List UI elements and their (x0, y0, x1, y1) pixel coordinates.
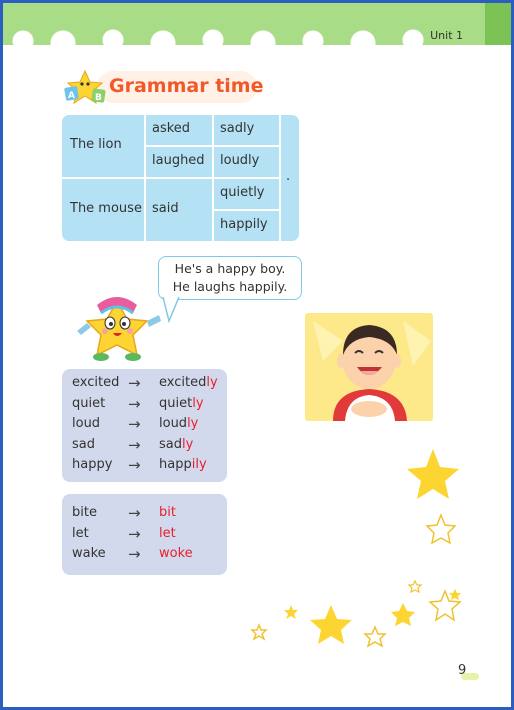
star-mascot-icon (75, 293, 165, 363)
arrow-icon: → (128, 456, 141, 474)
bubble-line: He's a happy boy. (174, 261, 286, 276)
header-tab (485, 3, 511, 45)
page-number: 9 (458, 663, 467, 678)
stars-decoration (243, 443, 473, 653)
arrow-icon: → (128, 415, 141, 433)
page-title: Grammar time (109, 75, 264, 97)
svg-text:A: A (68, 91, 75, 101)
arrow-icon: → (128, 374, 141, 392)
bubble-line: He laughs happily. (172, 279, 288, 294)
table-verb: said (152, 201, 179, 216)
arrow-icon: → (128, 504, 141, 522)
table-adverb: sadly (220, 121, 255, 136)
speech-bubble (158, 256, 302, 300)
table-verb: laughed (152, 153, 205, 168)
arrow-icon: → (128, 436, 141, 454)
table-adverb: happily (220, 217, 268, 232)
arrow-icon: → (128, 545, 141, 563)
past-tense-box: bite → bit let → let wake → woke (62, 494, 227, 575)
table-adverb: loudly (220, 153, 260, 168)
arrow-icon: → (128, 395, 141, 413)
unit-label: Unit 1 (430, 29, 463, 42)
grammar-table (62, 115, 299, 241)
table-adverb: quietly (220, 185, 265, 200)
section-title (63, 69, 264, 107)
happy-boy-illustration (303, 311, 437, 425)
svg-text:B: B (95, 93, 102, 103)
arrow-icon: → (128, 525, 141, 543)
table-subject: The mouse (70, 201, 142, 216)
table-end-mark: . (286, 169, 291, 184)
adverb-formation-box: excited → excitedly quiet → quietly loud → loudly sad → sadly happy → happily (62, 369, 227, 482)
table-subject: The lion (70, 137, 122, 152)
table-verb: asked (152, 121, 191, 136)
star-mascot-icon (63, 69, 107, 105)
